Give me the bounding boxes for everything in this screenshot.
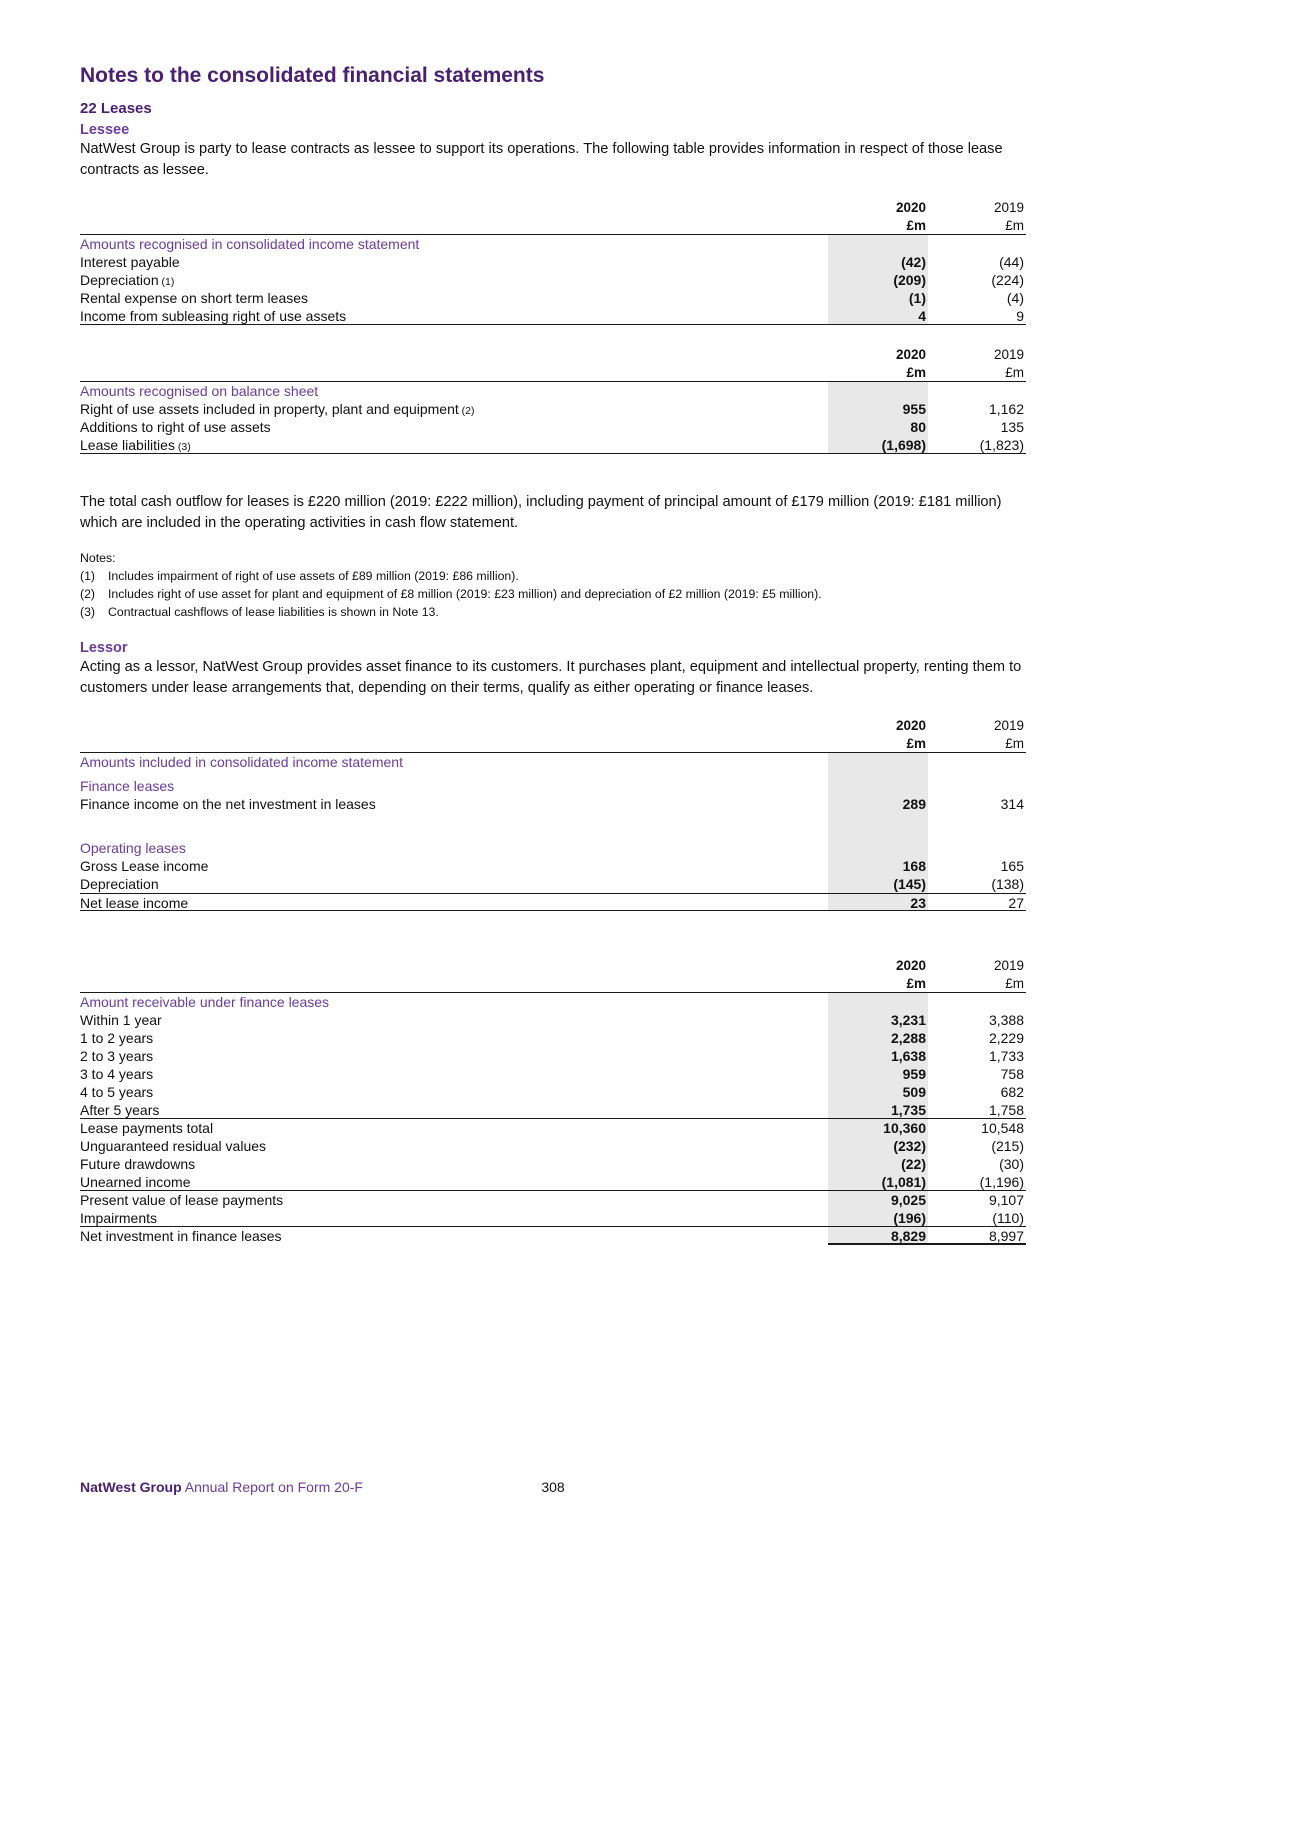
value-2020: 1,638 <box>828 1047 928 1065</box>
header-spacer-cell <box>80 346 828 364</box>
value-2019 <box>928 235 1026 253</box>
note-item <box>80 567 1026 585</box>
table-section-row <box>80 993 1026 1011</box>
section-heading-leases: 22 Leases <box>80 100 152 117</box>
value-2019: 10,548 <box>981 1120 1024 1136</box>
table-row <box>80 795 1026 813</box>
unit-2020: £m <box>906 218 926 233</box>
value-2019: 8,997 <box>928 1227 1026 1245</box>
table-unit-header-row <box>80 735 1026 753</box>
value-2020: 10,360 <box>828 1119 928 1137</box>
unit-2020: £m <box>906 976 926 991</box>
value-2019: 314 <box>1000 796 1024 812</box>
table-row <box>80 1119 1026 1137</box>
value-2020: 8,829 <box>828 1227 928 1245</box>
table-sub-row <box>80 839 1026 857</box>
value-2020: 3,231 <box>828 1011 928 1029</box>
row-label: Net lease income <box>80 895 189 910</box>
table-unit-header-row <box>80 364 1026 382</box>
value-2020: (1) <box>828 289 928 307</box>
value-2019: 1,162 <box>988 401 1024 417</box>
table-row <box>80 307 1026 325</box>
value-2019: (1,196) <box>979 1174 1024 1190</box>
table-section-row <box>80 382 1026 400</box>
col-header-2019: 2019 <box>993 718 1024 733</box>
value-2019: 3,388 <box>988 1012 1024 1028</box>
note-reference: (2) <box>458 405 475 417</box>
unit-2019: £m <box>1005 736 1024 751</box>
table-row <box>80 1101 1026 1119</box>
row-label: Gross Lease income <box>80 858 209 874</box>
value-2019: (30) <box>999 1156 1024 1172</box>
table-row <box>80 271 1026 289</box>
value-2020: (209) <box>828 271 928 289</box>
value-2020: 955 <box>828 400 928 418</box>
lessor-income-statement-table <box>80 717 1026 911</box>
finance-lease-receivables-table <box>80 957 1026 1245</box>
table-row <box>80 253 1026 271</box>
value-2019: 9,107 <box>988 1192 1024 1208</box>
value-2019: (215) <box>991 1138 1024 1154</box>
value-2019: (110) <box>992 1210 1024 1226</box>
value-2019: 165 <box>1000 858 1024 874</box>
table-sub-row <box>80 777 1026 795</box>
notes-label: Notes: <box>80 551 116 565</box>
row-label: Lease payments total <box>80 1120 214 1136</box>
row-label: Amount receivable under finance leases <box>80 994 330 1010</box>
row-label: Operating leases <box>80 840 186 856</box>
note-item <box>80 585 1026 603</box>
unit-2019: £m <box>1005 976 1024 991</box>
value-2019: (4) <box>1006 290 1024 306</box>
value-2020: 23 <box>828 894 928 910</box>
note-reference: (1) <box>158 276 175 288</box>
lessor-intro-paragraph: Acting as a lessor, NatWest Group provides asset finance to its customers. It purchases plant, equipment and intellectual property, renting them to customers under lease arrangements that, depending on their terms, qualify as either operating or finance leases. <box>80 659 1022 696</box>
page-title: Notes to the consolidated financial statements <box>80 64 545 87</box>
table-row <box>80 1191 1026 1209</box>
value-2019 <box>928 382 1026 400</box>
note-ref: (2) <box>80 587 96 601</box>
header-spacer-cell <box>80 364 828 381</box>
value-2020 <box>828 777 928 795</box>
value-2020: (1,698) <box>828 436 928 453</box>
value-2020 <box>828 839 928 857</box>
row-label: 2 to 3 years <box>80 1048 154 1064</box>
table-row <box>80 1173 1026 1191</box>
table-unit-header-row <box>80 217 1026 235</box>
table-row <box>80 1137 1026 1155</box>
table-section-row <box>80 235 1026 253</box>
value-2019: (44) <box>999 254 1024 270</box>
table-row <box>80 1227 1026 1245</box>
row-label: Amounts included in consolidated income statement <box>80 754 403 770</box>
table-year-header-row <box>80 717 1026 735</box>
col-header-2020: 2020 <box>895 200 926 215</box>
table-unit-header-row <box>80 975 1026 993</box>
notes-section <box>80 549 1026 621</box>
value-2020 <box>828 235 928 253</box>
value-2019 <box>928 839 1026 857</box>
row-label: Depreciation (1) <box>80 272 175 288</box>
note-text: Includes right of use asset for plant and equipment of £8 million (2019: £23 million) and depreciation of £2 million (2019: £5 million). <box>108 587 822 601</box>
col-header-2020: 2020 <box>895 958 926 973</box>
value-2019 <box>928 993 1026 1011</box>
row-label: Unearned income <box>80 1174 191 1190</box>
note-item <box>80 603 1026 621</box>
value-2020: 168 <box>828 857 928 875</box>
table-row <box>80 857 1026 875</box>
value-2019: 1,733 <box>988 1048 1024 1064</box>
value-2020 <box>828 382 928 400</box>
lessee-balance-sheet-table <box>80 346 1026 454</box>
table-row <box>80 1029 1026 1047</box>
value-2019: (224) <box>991 272 1024 288</box>
value-2019: 682 <box>1000 1084 1024 1100</box>
value-2019 <box>928 777 1026 795</box>
cash-outflow-paragraph: The total cash outflow for leases is £220 million (2019: £222 million), including payment of principal amount of £179 million (2019: £181 million) which are included in the operating activities in cash flow statement. <box>80 494 1002 531</box>
value-2019 <box>928 813 1026 839</box>
row-label: Impairments <box>80 1210 158 1226</box>
table-spacer-row <box>80 813 1026 839</box>
row-label: Rental expense on short term leases <box>80 290 309 306</box>
table-section-row <box>80 753 1026 771</box>
value-2020: (1,081) <box>828 1173 928 1190</box>
row-label: Additions to right of use assets <box>80 419 271 435</box>
row-label: After 5 years <box>80 1102 160 1118</box>
table-row <box>80 1047 1026 1065</box>
unit-2019: £m <box>1005 218 1024 233</box>
value-2020: (42) <box>828 253 928 271</box>
value-2020: 1,735 <box>828 1101 928 1118</box>
row-label: Amounts recognised in consolidated income statement <box>80 236 420 252</box>
row-label: 4 to 5 years <box>80 1084 154 1100</box>
note-text: Includes impairment of right of use assets of £89 million (2019: £86 million). <box>108 569 519 583</box>
unit-2019: £m <box>1005 365 1024 380</box>
table-row <box>80 1209 1026 1227</box>
value-2019: (1,823) <box>979 437 1024 453</box>
value-2020: (22) <box>828 1155 928 1173</box>
row-label: Income from subleasing right of use assets <box>80 308 347 324</box>
value-2020: 289 <box>828 795 928 813</box>
header-spacer-cell <box>80 735 828 752</box>
row-label: Finance leases <box>80 778 175 794</box>
value-2019 <box>928 753 1026 771</box>
value-2019: 2,229 <box>988 1030 1024 1046</box>
row-label: Depreciation <box>80 876 159 892</box>
note-text: Contractual cashflows of lease liabilities is shown in Note 13. <box>108 605 439 619</box>
value-2019: (138) <box>991 876 1024 892</box>
value-2019: 135 <box>1000 419 1024 435</box>
table-year-header-row <box>80 346 1026 364</box>
page-number: 308 <box>541 1479 565 1495</box>
value-2020 <box>828 993 928 1011</box>
header-spacer-cell <box>80 217 828 234</box>
value-2020 <box>828 753 928 771</box>
row-label <box>80 813 828 839</box>
table-row <box>80 1065 1026 1083</box>
col-header-2020: 2020 <box>895 718 926 733</box>
note-reference: (3) <box>174 441 191 453</box>
header-spacer-cell <box>80 717 828 735</box>
value-2019: 9 <box>1016 308 1024 324</box>
row-label: Present value of lease payments <box>80 1192 284 1208</box>
header-spacer-cell <box>80 975 828 992</box>
table-row <box>80 1011 1026 1029</box>
value-2020: (145) <box>828 875 928 893</box>
col-header-2020: 2020 <box>895 347 926 362</box>
value-2020: (232) <box>828 1137 928 1155</box>
value-2020 <box>828 813 928 839</box>
header-spacer-cell <box>80 199 828 217</box>
value-2019: 27 <box>1008 895 1024 911</box>
table-row <box>80 400 1026 418</box>
footer-brand: NatWest Group <box>80 1479 182 1495</box>
row-label: Right of use assets included in property, plant and equipment (2) <box>80 401 475 417</box>
value-2020: 2,288 <box>828 1029 928 1047</box>
note-ref: (3) <box>80 605 96 619</box>
row-label: Within 1 year <box>80 1012 162 1028</box>
row-label: Lease liabilities (3) <box>80 437 191 453</box>
row-label: 3 to 4 years <box>80 1066 154 1082</box>
table-row <box>80 875 1026 893</box>
table-row <box>80 893 1026 911</box>
page-footer <box>80 1478 1026 1496</box>
row-label: Amounts recognised on balance sheet <box>80 383 319 399</box>
value-2020: 4 <box>828 307 928 324</box>
value-2020: 80 <box>828 418 928 436</box>
note-ref: (1) <box>80 569 96 583</box>
row-label: Finance income on the net investment in leases <box>80 796 376 812</box>
lessee-income-statement-table <box>80 199 1026 325</box>
value-2020: 959 <box>828 1065 928 1083</box>
table-row <box>80 418 1026 436</box>
table-row <box>80 289 1026 307</box>
lessee-heading: Lessee <box>80 122 130 138</box>
table-row <box>80 1155 1026 1173</box>
row-label: Interest payable <box>80 254 180 270</box>
row-label: 1 to 2 years <box>80 1030 154 1046</box>
row-label: Future drawdowns <box>80 1156 196 1172</box>
value-2020: 509 <box>828 1083 928 1101</box>
footer-report-suffix: Annual Report on Form 20-F <box>184 1479 363 1495</box>
row-label: Net investment in finance leases <box>80 1228 282 1244</box>
row-label: Unguaranteed residual values <box>80 1138 267 1154</box>
table-year-header-row <box>80 957 1026 975</box>
col-header-2019: 2019 <box>993 200 1024 215</box>
table-row <box>80 1083 1026 1101</box>
value-2020: 9,025 <box>828 1191 928 1209</box>
lessor-heading: Lessor <box>80 640 128 656</box>
unit-2020: £m <box>906 736 926 751</box>
unit-2020: £m <box>906 365 926 380</box>
table-row <box>80 436 1026 454</box>
value-2020: (196) <box>828 1209 928 1226</box>
table-year-header-row <box>80 199 1026 217</box>
col-header-2019: 2019 <box>993 347 1024 362</box>
col-header-2019: 2019 <box>993 958 1024 973</box>
value-2019: 758 <box>1000 1066 1024 1082</box>
header-spacer-cell <box>80 957 828 975</box>
lessee-intro-paragraph: NatWest Group is party to lease contracts as lessee to support its operations. The following table provides information in respect of those lease contracts as lessee. <box>80 141 1003 178</box>
page-content <box>80 64 1026 1245</box>
value-2019: 1,758 <box>988 1102 1024 1118</box>
